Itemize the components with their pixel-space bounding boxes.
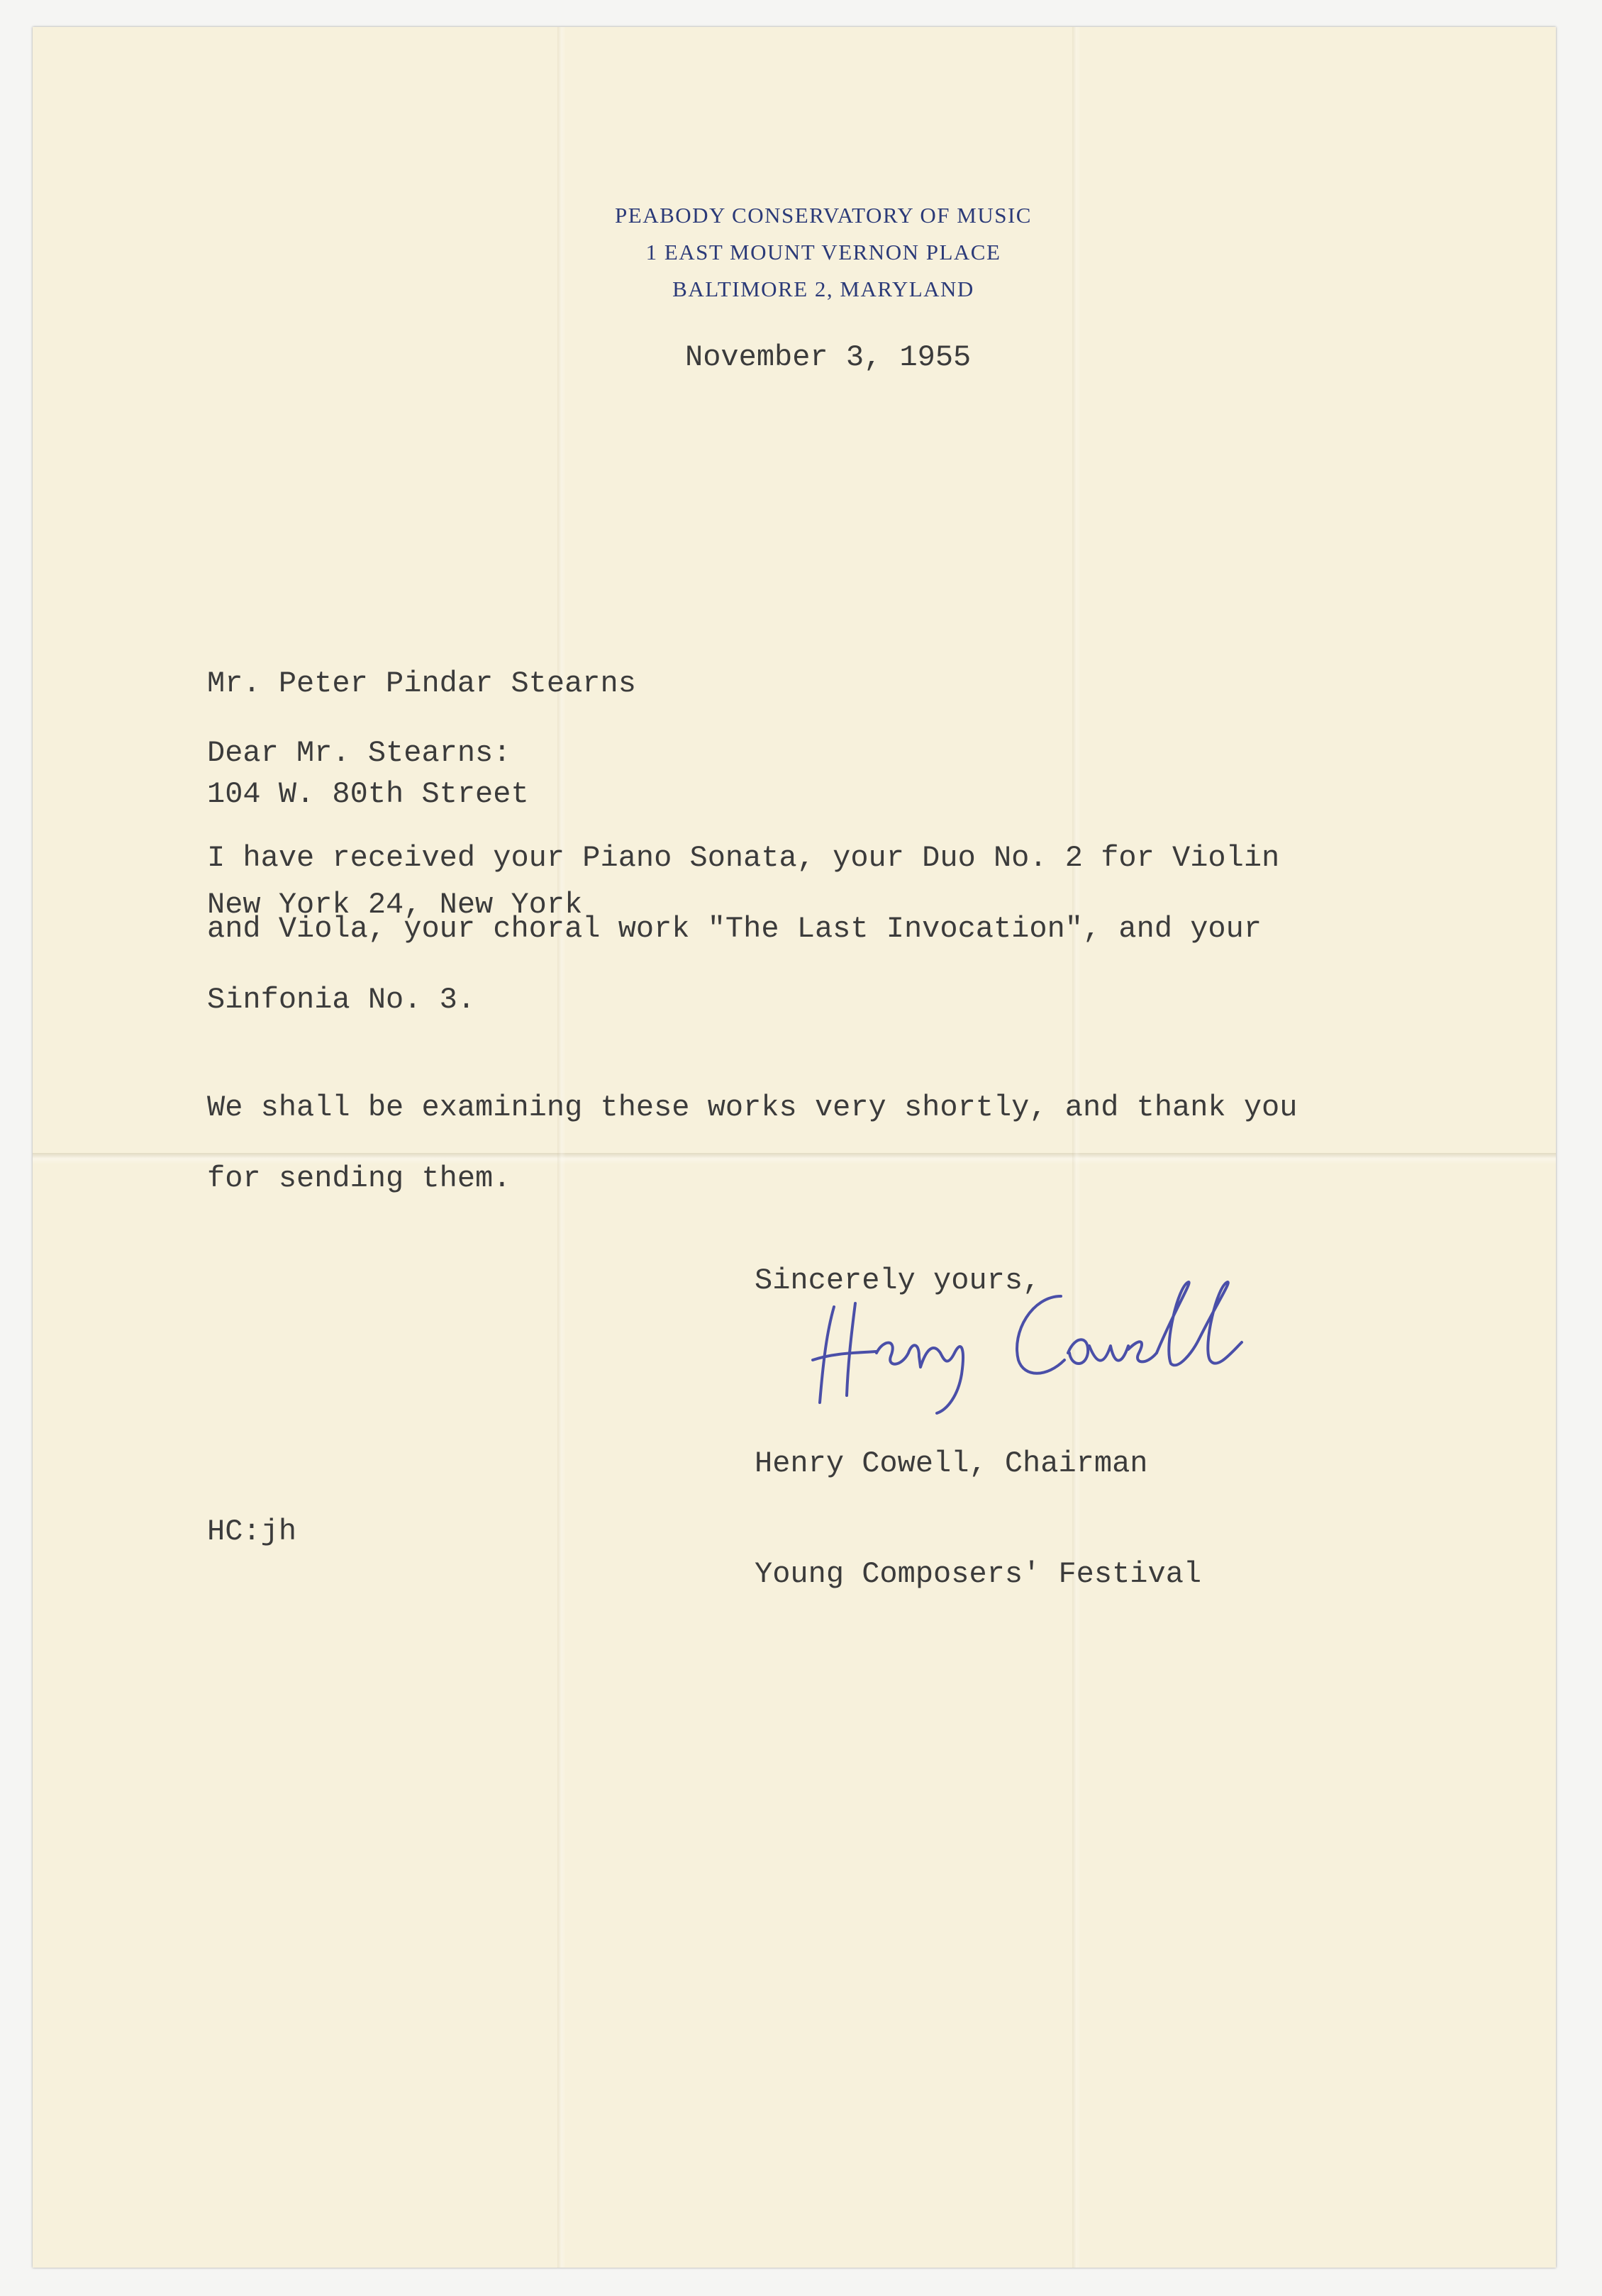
recipient-city: New York 24, New York <box>207 888 583 922</box>
letter-sheet <box>33 27 1556 2268</box>
recipient-name: Mr. Peter Pindar Stearns <box>207 667 636 701</box>
letterhead-institution: PEABODY CONSERVATORY OF MUSIC <box>615 203 1032 228</box>
letter-date: November 3, 1955 <box>685 340 972 374</box>
body-paragraph-2: We shall be examining these works very shortly, and thank you for sending them. <box>207 1091 1298 1196</box>
signer-name-title: Henry Cowell, Chairman <box>755 1447 1148 1481</box>
closing: Sincerely yours, <box>755 1264 1041 1298</box>
letterhead-city: BALTIMORE 2, MARYLAND <box>672 277 974 301</box>
letterhead-street: 1 EAST MOUNT VERNON PLACE <box>645 240 1001 264</box>
letterhead <box>33 197 1602 308</box>
signer-organization: Young Composers' Festival <box>755 1557 1202 1591</box>
recipient-street: 104 W. 80th Street <box>207 777 529 811</box>
reference-initials: HC:jh <box>207 1515 297 1549</box>
salutation: Dear Mr. Stearns: <box>207 736 511 770</box>
body-paragraph-1: I have received your Piano Sonata, your Duo No. 2 for Violin and Viola, your choral work "The Last Invocation", and your Sinfonia No. 3. <box>207 841 1280 1017</box>
handwritten-signature <box>806 1254 1288 1417</box>
